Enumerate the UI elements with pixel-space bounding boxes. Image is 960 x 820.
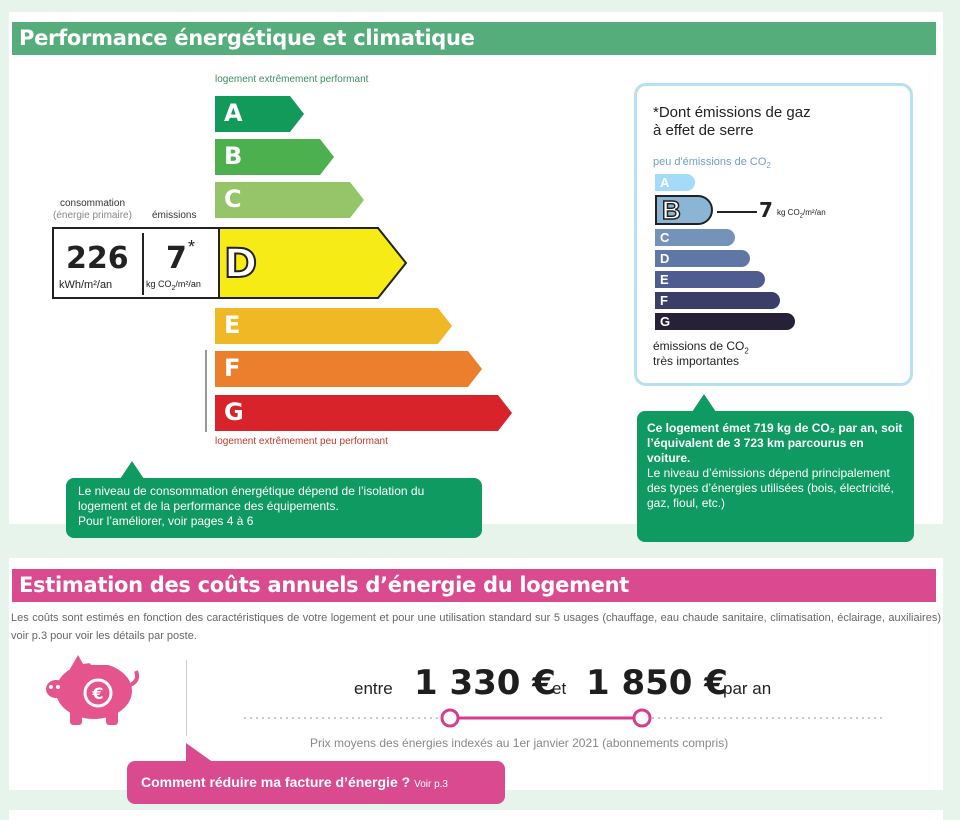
dpe-class-c bbox=[214, 181, 366, 219]
piggy-separator bbox=[186, 660, 187, 736]
ges-top-label: peu d'émissions de $CO_2$ bbox=[653, 156, 771, 171]
dpe-class-b bbox=[214, 138, 336, 176]
ges-note bbox=[637, 411, 914, 542]
ges-class-f bbox=[655, 292, 780, 309]
price-index-note: Prix moyens des énergies indexés au 1er janvier 2021 (abonnements compris) bbox=[310, 736, 729, 750]
dpe-class-g bbox=[214, 394, 514, 432]
current-metrics-box bbox=[52, 227, 220, 299]
ges-letter-e: E bbox=[660, 272, 669, 287]
lower-classes-bracket bbox=[205, 350, 207, 432]
price-per-year: par an bbox=[723, 679, 772, 698]
emissions-star: * bbox=[188, 237, 196, 257]
note-pointer bbox=[120, 461, 144, 479]
consumption-unit: kWh/m²/an bbox=[59, 279, 113, 291]
ges-letter-b: B bbox=[662, 195, 681, 225]
emissions-unit: kg $CO_2/m^2/an$ bbox=[146, 279, 201, 292]
dpe-letter-c: C bbox=[224, 185, 242, 213]
ges-title-line2: à effet de serre bbox=[653, 122, 754, 139]
ges-box bbox=[634, 83, 913, 386]
costs-section-title: Estimation des coûts annuels d’énergie du logement bbox=[12, 569, 936, 602]
dpe-letter-d: D bbox=[224, 241, 258, 287]
dpe-class-a bbox=[214, 95, 306, 133]
reduce-bill-button[interactable] bbox=[127, 761, 505, 804]
top-performance-label: logement extrêmement performant bbox=[215, 74, 369, 85]
ges-value: 7 bbox=[759, 198, 773, 222]
ges-note-text: Le niveau d’émissions dépend principalement des types d’énergies utilisées (bois, électricité, gaz, fioul, etc.) bbox=[647, 466, 894, 510]
ges-letter-c: C bbox=[660, 230, 670, 245]
ges-note-pointer bbox=[692, 394, 716, 412]
energy-note-link: Pour l’améliorer, voir pages 4 à 6 bbox=[78, 514, 254, 528]
metric-divider bbox=[142, 233, 144, 295]
dpe-letter-f: F bbox=[224, 354, 241, 382]
price-max: 1 850 € bbox=[586, 663, 728, 703]
price-between-label: entre bbox=[354, 679, 393, 698]
ges-note-bold: Ce logement émet 719 kg de CO₂ par an, soit l’équivalent de 3 723 km parcourus en voiture. bbox=[647, 421, 903, 465]
cost-button-pointer bbox=[186, 743, 214, 763]
ges-class-b bbox=[655, 195, 713, 225]
price-and-label: et bbox=[552, 679, 567, 698]
ges-letter-d: D bbox=[660, 251, 670, 266]
emissions-label: émissions bbox=[152, 210, 197, 221]
consumption-value: 226 bbox=[66, 241, 129, 276]
bottom-performance-label: logement extrêmement peu performant bbox=[215, 436, 388, 447]
ges-letter-a: A bbox=[660, 175, 670, 190]
price-range-track bbox=[240, 706, 890, 730]
ges-value-line bbox=[717, 211, 757, 213]
ges-class-e bbox=[655, 271, 765, 288]
ges-title-line1: *Dont émissions de gaz bbox=[653, 104, 811, 121]
energy-note-text: Le niveau de consommation énergétique dépend de l’isolation du logement et de la performance des équipements. bbox=[78, 484, 425, 513]
costs-description: Les coûts sont estimés en fonction des caractéristiques de votre logement et pour une utilisation standard sur 5 usages (chauffage, eau chaude sanitaire, climatisation, éclairage, auxiliaires) voir p.3 pour voir les détails par poste. bbox=[11, 612, 941, 642]
reduce-bill-label: Comment réduire ma facture d’énergie ? bbox=[141, 774, 411, 790]
dpe-letter-a: A bbox=[224, 99, 243, 127]
energy-note bbox=[66, 478, 482, 538]
dpe-class-e bbox=[214, 307, 454, 345]
dpe-letter-e: E bbox=[224, 311, 241, 339]
ges-class-a bbox=[655, 174, 695, 191]
dpe-class-f bbox=[214, 350, 484, 388]
piggy-bank-icon bbox=[42, 655, 142, 727]
emissions-value: 7 bbox=[166, 241, 187, 276]
energy-section-title: Performance énergétique et climatique bbox=[12, 22, 936, 55]
consumption-label: consommation bbox=[60, 198, 126, 209]
dpe-class-d bbox=[214, 227, 408, 299]
reduce-bill-ref: Voir p.3 bbox=[414, 779, 448, 790]
dpe-letter-b: B bbox=[224, 142, 243, 170]
dpe-letter-g: G bbox=[224, 398, 244, 426]
ges-letter-g: G bbox=[660, 314, 671, 329]
consumption-sub-label: (énergie primaire) bbox=[53, 210, 132, 221]
ges-class-d bbox=[655, 250, 750, 267]
svg-text:€: € bbox=[92, 684, 104, 703]
ges-class-g bbox=[655, 313, 795, 330]
ges-bottom-label-2: très importantes bbox=[653, 354, 740, 368]
ges-bottom-label-1: émissions de $CO_2$ bbox=[653, 339, 749, 356]
ges-class-c bbox=[655, 229, 735, 246]
ges-unit: kg $CO_2/m^2/an$ bbox=[777, 208, 826, 220]
bottom-panel-edge bbox=[9, 810, 943, 820]
price-min: 1 330 € bbox=[414, 663, 556, 703]
ges-letter-f: F bbox=[660, 293, 668, 308]
